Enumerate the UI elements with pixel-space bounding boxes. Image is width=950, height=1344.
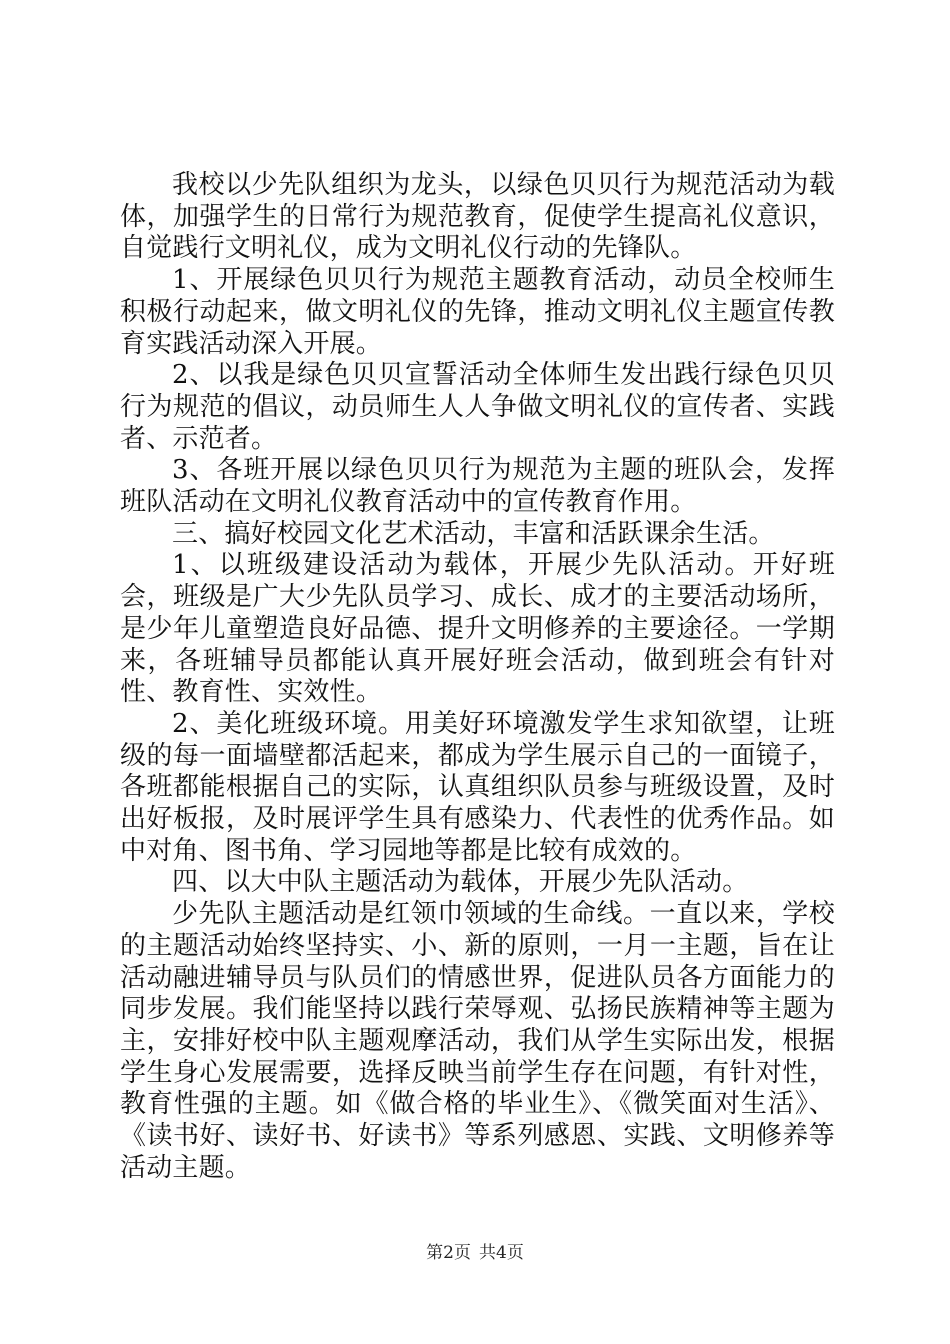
page-number: 第2页: [426, 1243, 471, 1263]
page-total: 共4页: [479, 1243, 524, 1263]
paragraph-class-environment: 2、美化班级环境。用美好环境激发学生求知欲望，让班级的每一面墙壁都活起来，都成为学生展示自己的一面镜子，各班都能根据自己的实际，认真组织队员参与班级设置，及时出好板报，及时展评学生具有感染力、代表性的优秀作品。如中对角、图书角、学习园地等都是比较有成效的。: [120, 708, 835, 866]
page-footer: [0, 1243, 950, 1263]
paragraph-item-2: 2、以我是绿色贝贝宣誓活动全体师生发出践行绿色贝贝行为规范的倡议，动员师生人人争做文明礼仪的宣传者、实践者、示范者。: [120, 360, 835, 454]
paragraph-item-3: 3、各班开展以绿色贝贝行为规范为主题的班队会，发挥班队活动在文明礼仪教育活动中的宣传教育作用。: [120, 455, 835, 518]
document-body: [120, 170, 835, 1185]
section-heading-4: 四、以大中队主题活动为载体，开展少先队活动。: [172, 867, 749, 898]
paragraph-item-1: 1、开展绿色贝贝行为规范主题教育活动，动员全校师生积极行动起来，做文明礼仪的先锋，推动文明礼仪主题宣传教育实践活动深入开展。: [120, 265, 835, 359]
paragraph-intro: 我校以少先队组织为龙头，以绿色贝贝行为规范活动为载体，加强学生的日常行为规范教育，促使学生提高礼仪意识，自觉践行文明礼仪，成为文明礼仪行动的先锋队。: [120, 170, 835, 264]
section-heading-3: 三、搞好校园文化艺术活动，丰富和活跃课余生活。: [172, 518, 775, 549]
paragraph-class-building: 1、以班级建设活动为载体，开展少先队活动。开好班会，班级是广大少先队员学习、成长、成才的主要活动场所，是少年儿童塑造良好品德、提升文明修养的主要途径。一学期来，各班辅导员都能认真开展好班会活动，做到班会有针对性、教育性、实效性。: [120, 550, 835, 708]
paragraph-theme-activities: 少先队主题活动是红领巾领域的生命线。一直以来，学校的主题活动始终坚持实、小、新的原则，一月一主题，旨在让活动融进辅导员与队员们的情感世界，促进队员各方面能力的同步发展。我们能坚持以践行荣辱观、弘扬民族精神等主题为主，安排好校中队主题观摩活动，我们从学生实际出发，根据学生身心发展需要，选择反映当前学生存在问题，有针对性，教育性强的主题。如《做合格的毕业生》、《微笑面对生活》、《读书好、读好书、好读书》等系列感恩、实践、文明修养等活动主题。: [120, 899, 835, 1183]
